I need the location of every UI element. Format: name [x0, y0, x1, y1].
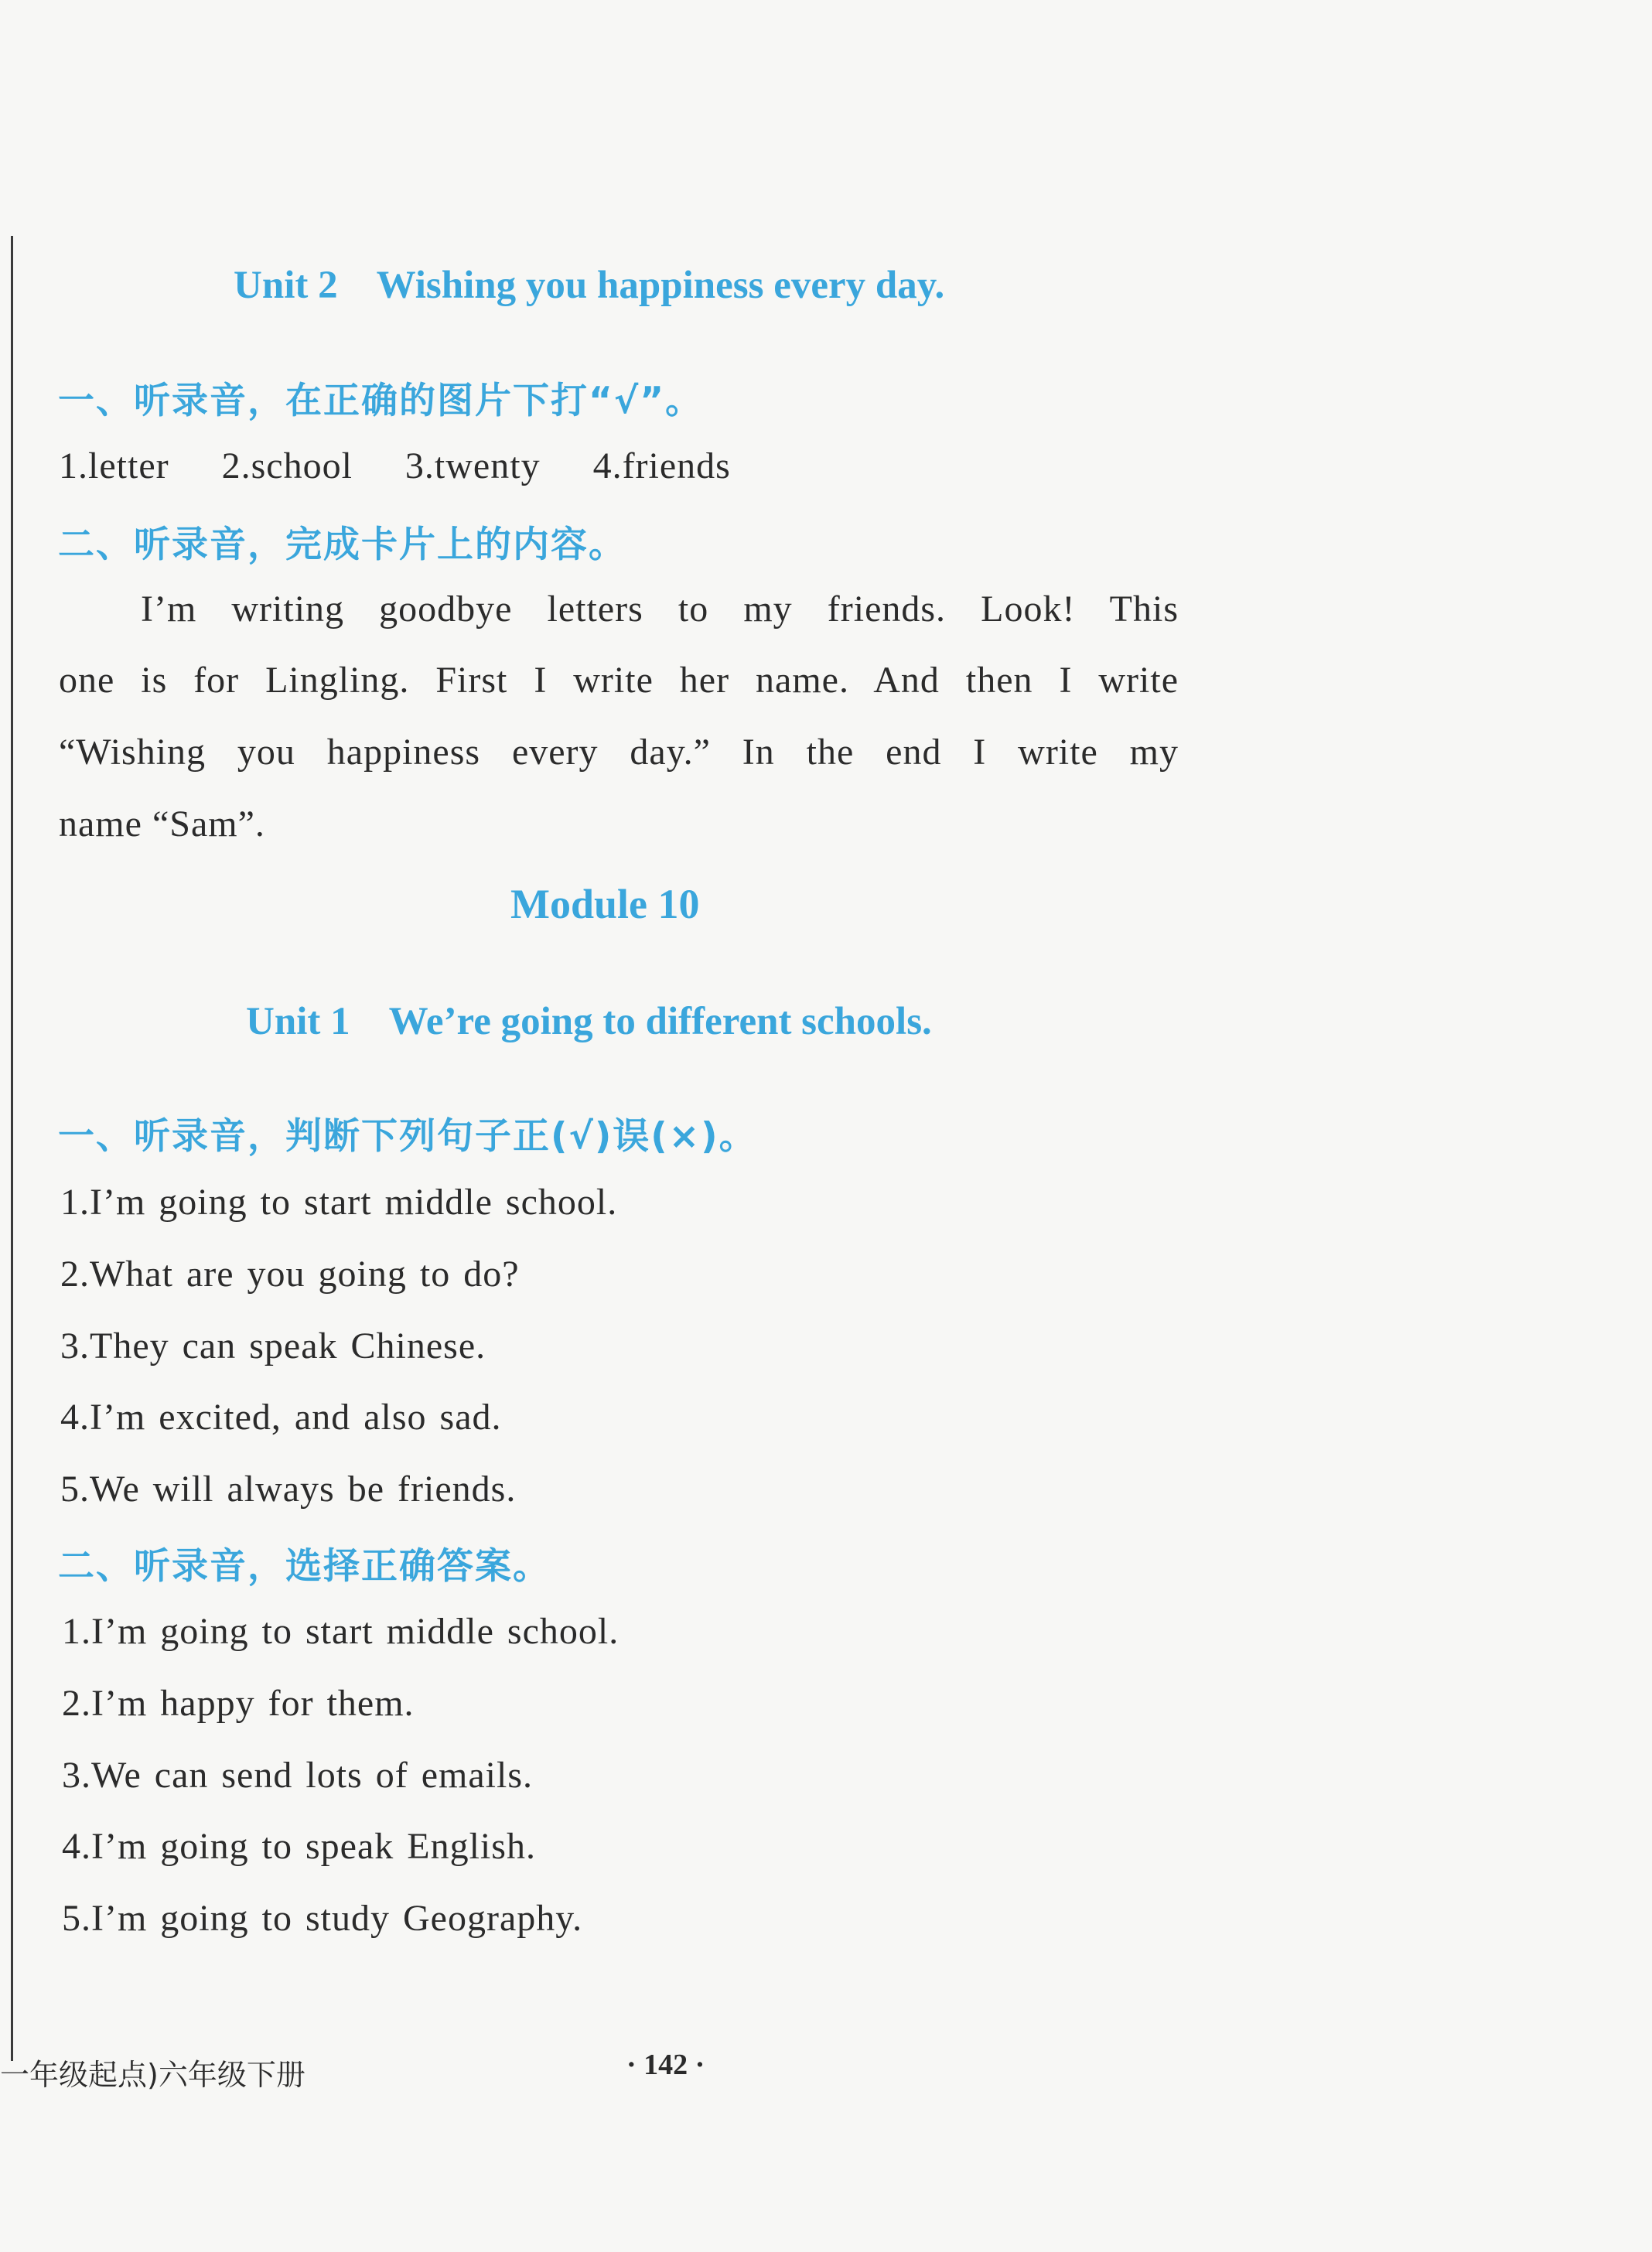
- list-item: 1.I’m going to start middle school.: [60, 1182, 618, 1223]
- unit2-section2-title: 二、听录音，完成卡片上的内容。: [58, 524, 626, 566]
- footer-book-label: 一年级起点)六年级下册: [0, 2058, 305, 2092]
- paragraph-line: one is for Lingling. First I write her name. And then I write: [59, 660, 1179, 701]
- list-item: 2.What are you going to do?: [60, 1254, 520, 1295]
- module10-unit1-section2-title: 二、听录音，选择正确答案。: [58, 1545, 551, 1588]
- paragraph-line: name “Sam”.: [59, 804, 265, 844]
- left-margin-line: [11, 236, 13, 2061]
- list-item: 5.We will always be friends.: [60, 1469, 517, 1510]
- module10-title: Module 10: [510, 881, 700, 927]
- list-item: 2.I’m happy for them.: [62, 1683, 415, 1724]
- list-item: 4.I’m excited, and also sad.: [60, 1397, 502, 1438]
- list-item: 3.We can send lots of emails.: [62, 1755, 533, 1796]
- list-item: 1.I’m going to start middle school.: [62, 1611, 620, 1652]
- unit2-section1-items: 1.letter 2.school 3.twenty 4.friends: [59, 445, 731, 486]
- module10-unit1-title: Unit 1 We’re going to different schools.: [246, 1000, 932, 1043]
- list-item: 5.I’m going to study Geography.: [62, 1898, 583, 1939]
- list-item: 4.I’m going to speak English.: [62, 1826, 536, 1867]
- module10-unit1-section1-title: 一、听录音，判断下列句子正(√)误(×)。: [58, 1115, 757, 1158]
- unit2-section1-title: 一、听录音，在正确的图片下打“√”。: [58, 380, 704, 422]
- unit2-title: Unit 2 Wishing you happiness every day.: [234, 264, 945, 307]
- list-item: 3.They can speak Chinese.: [60, 1326, 486, 1367]
- paragraph-line: “Wishing you happiness every day.” In the end I write my: [59, 732, 1179, 773]
- page-number: · 142 ·: [626, 2049, 705, 2081]
- paragraph-line: I’m writing goodbye letters to my friends. Look! This: [141, 589, 1179, 630]
